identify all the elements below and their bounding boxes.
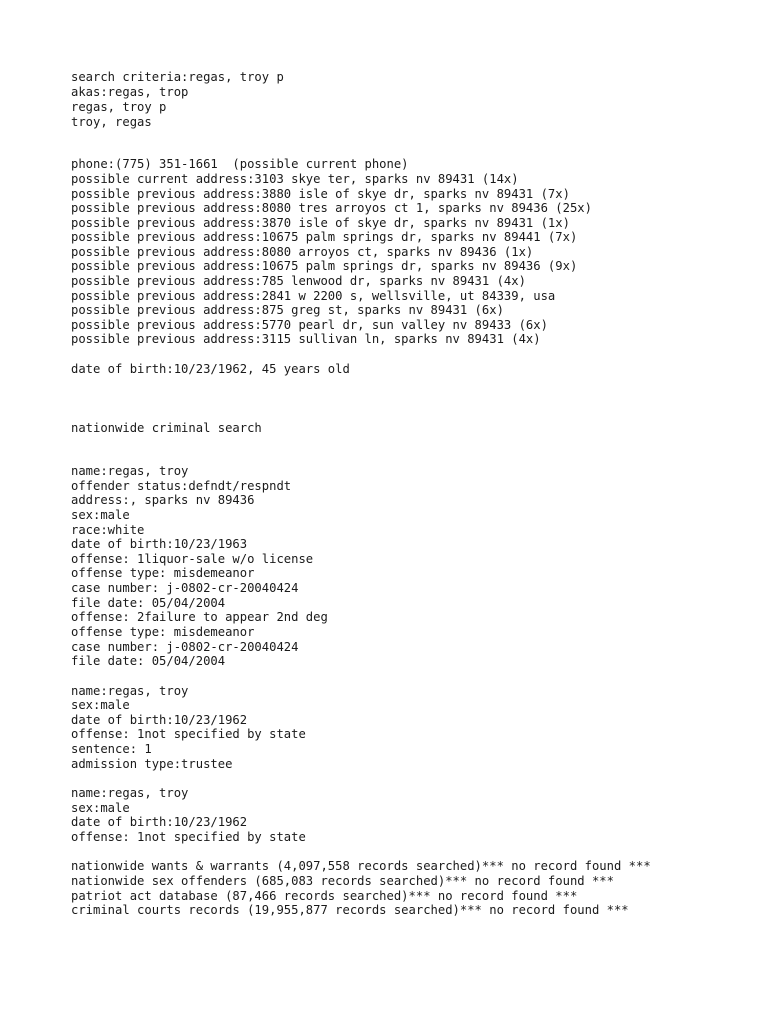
current-address-line: possible current address:3103 skye ter, sparks nv 89431 (14x) <box>71 172 519 186</box>
previous-address-line: possible previous address:5770 pearl dr, sun valley nv 89433 (6x) <box>71 318 548 332</box>
previous-address-line: possible previous address:10675 palm springs dr, sparks nv 89441 (7x) <box>71 230 578 244</box>
previous-address-line: possible previous address:785 lenwood dr, sparks nv 89431 (4x) <box>71 274 526 288</box>
record-field: file date: 05/04/2004 <box>71 654 226 668</box>
record-field: offense: 1not specified by state <box>71 727 306 741</box>
database-result: nationwide sex offenders (685,083 records searched)*** no record found *** <box>71 874 614 888</box>
record-field: race:white <box>71 523 145 537</box>
previous-address-line: possible previous address:8080 tres arroyos ct 1, sparks nv 89436 (25x) <box>71 201 592 215</box>
phone-line: phone:(775) 351-1661 (possible current phone) <box>71 157 409 171</box>
aka-line: troy, regas <box>71 115 152 129</box>
record-field: offender status:defndt/respndt <box>71 479 292 493</box>
previous-address-line: possible previous address:8080 arroyos ct, sparks nv 89436 (1x) <box>71 245 534 259</box>
record-field: name:regas, troy <box>71 786 189 800</box>
previous-address-line: possible previous address:3880 isle of skye dr, sparks nv 89431 (7x) <box>71 187 570 201</box>
date-of-birth-line: date of birth:10/23/1962, 45 years old <box>71 362 350 376</box>
database-result: criminal courts records (19,955,877 records searched)*** no record found *** <box>71 903 629 917</box>
record-field: offense: 2failure to appear 2nd deg <box>71 610 328 624</box>
record-field: offense type: misdemeanor <box>71 625 255 639</box>
search-criteria: search criteria:regas, troy p <box>71 70 284 84</box>
record-field: name:regas, troy <box>71 684 189 698</box>
previous-address-line: possible previous address:10675 palm springs dr, sparks nv 89436 (9x) <box>71 259 578 273</box>
record-field: sex:male <box>71 801 130 815</box>
record-field: offense: 1liquor-sale w/o license <box>71 552 314 566</box>
record-field: offense: 1not specified by state <box>71 830 306 844</box>
database-result: nationwide wants & warrants (4,097,558 records searched)*** no record found *** <box>71 859 651 873</box>
record-field: sentence: 1 <box>71 742 152 756</box>
record-field: case number: j-0802-cr-20040424 <box>71 640 299 654</box>
previous-address-line: possible previous address:3870 isle of skye dr, sparks nv 89431 (1x) <box>71 216 570 230</box>
record-field: address:, sparks nv 89436 <box>71 493 255 507</box>
database-result: patriot act database (87,466 records searched)*** no record found *** <box>71 889 578 903</box>
criminal-search-heading: nationwide criminal search <box>71 421 262 435</box>
record-field: case number: j-0802-cr-20040424 <box>71 581 299 595</box>
record-field: name:regas, troy <box>71 464 189 478</box>
akas-line: akas:regas, trop <box>71 85 189 99</box>
record-field: offense type: misdemeanor <box>71 566 255 580</box>
record-field: admission type:trustee <box>71 757 233 771</box>
previous-address-line: possible previous address:875 greg st, sparks nv 89431 (6x) <box>71 303 504 317</box>
record-field: sex:male <box>71 508 130 522</box>
aka-line: regas, troy p <box>71 100 167 114</box>
previous-address-line: possible previous address:2841 w 2200 s, wellsville, ut 84339, usa <box>71 289 556 303</box>
record-field: file date: 05/04/2004 <box>71 596 226 610</box>
record-field: date of birth:10/23/1963 <box>71 537 248 551</box>
record-field: sex:male <box>71 698 130 712</box>
previous-address-line: possible previous address:3115 sullivan ln, sparks nv 89431 (4x) <box>71 332 541 346</box>
record-field: date of birth:10/23/1962 <box>71 713 248 727</box>
record-field: date of birth:10/23/1962 <box>71 815 248 829</box>
